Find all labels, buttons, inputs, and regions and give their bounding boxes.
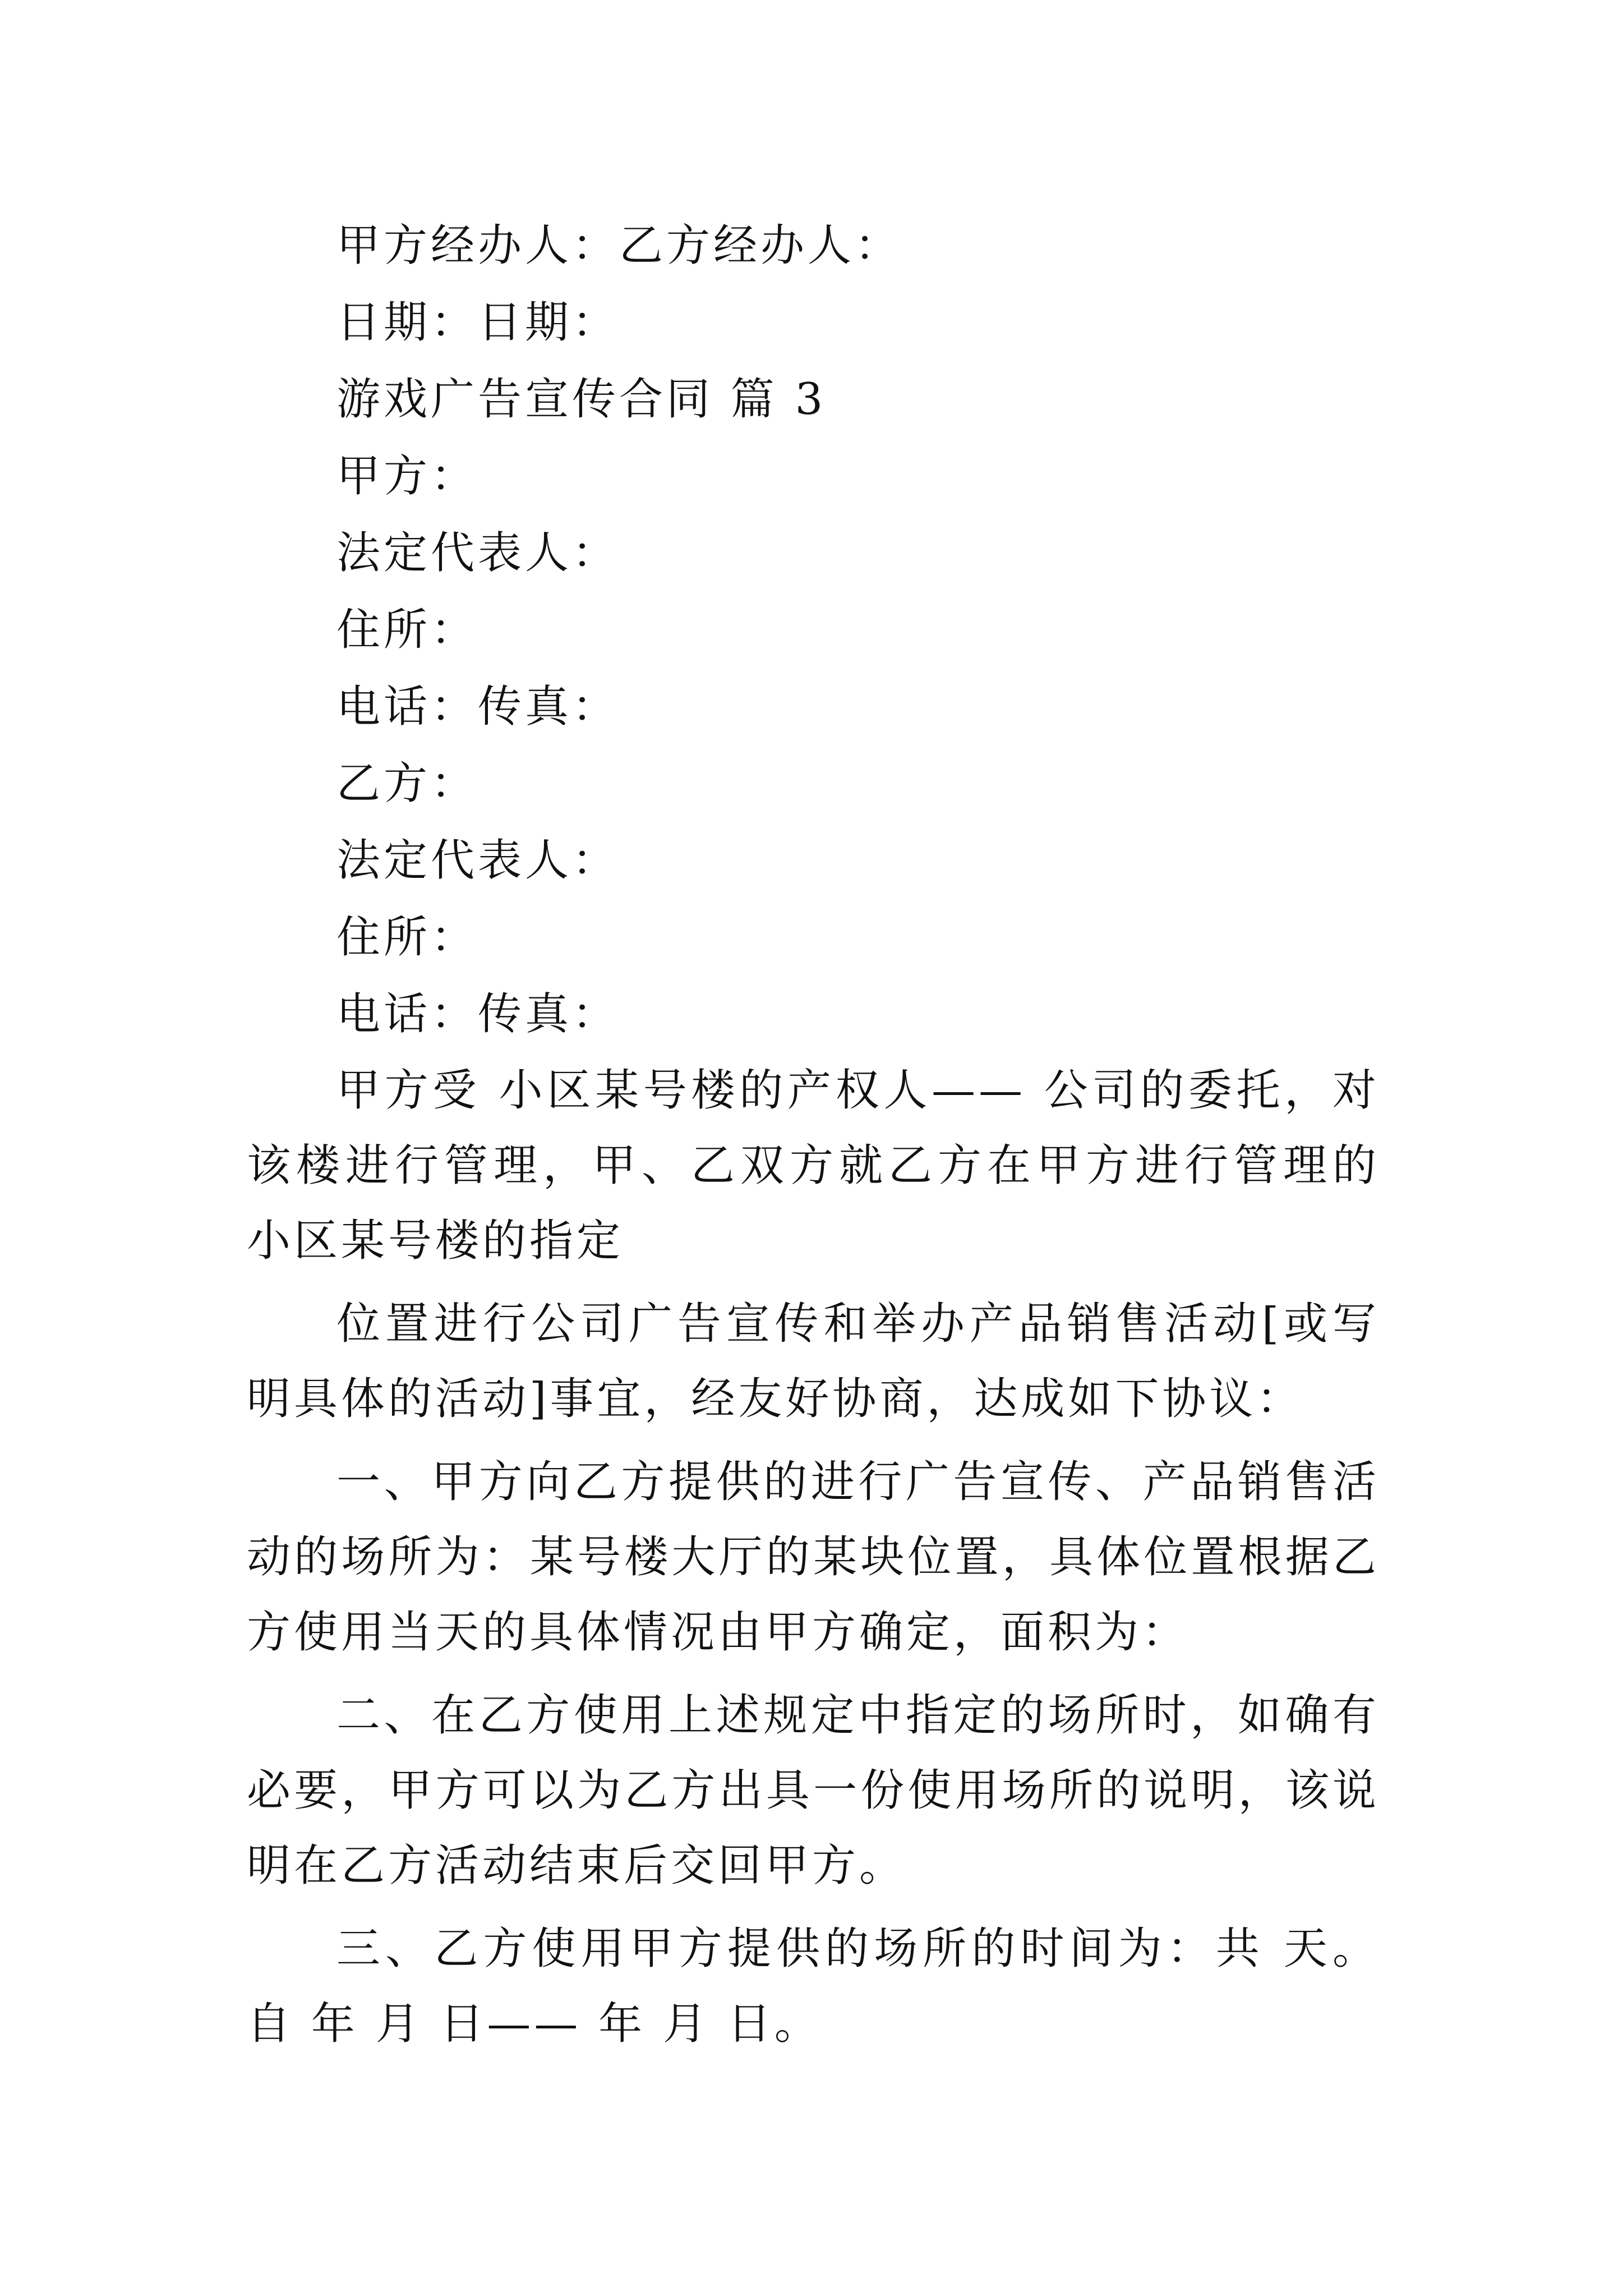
party-a-address-label: 住所： — [336, 605, 478, 655]
paragraph-clause-3: 三、乙方使用甲方提供的场所的时间为：共 天。自 年 月 日—— 年 月 日。 — [247, 1924, 1380, 2049]
paragraph-clause-2: 二、在乙方使用上述规定中指定的场所时，如确有必要，甲方可以为乙方出具一份使用场所的说明，该说明在乙方活动结束后交回甲方。 — [247, 1690, 1380, 1891]
party-b-name-label: 乙方： — [336, 758, 478, 809]
paragraph-clause-1: 一、甲方向乙方提供的进行广告宣传、产品销售活动的场所为：某号楼大厅的某块位置，具体位置根据乙方使用当天的具体情况由甲方确定，面积为： — [247, 1457, 1380, 1658]
document-body — [247, 208, 1380, 2062]
party-a-representative-label: 法定代表人： — [336, 528, 620, 578]
date-line: 日期：日期： — [336, 297, 620, 348]
paragraph-purpose: 位置进行公司广告宣传和举办产品销售活动[或写明具体的活动]事宜，经友好协商，达成如下协议： — [247, 1299, 1380, 1424]
party-b-address-label: 住所： — [336, 912, 478, 963]
signatory-line: 甲方经办人：乙方经办人： — [336, 220, 902, 271]
party-a-name-label: 甲方： — [336, 451, 478, 501]
party-b-phone-fax-label: 电话：传真： — [336, 989, 620, 1039]
paragraph-preamble: 甲方受 小区某号楼的产权人—— 公司的委托，对该楼进行管理，甲、乙双方就乙方在甲方进行管理的 小区某号楼的指定 — [247, 1065, 1380, 1266]
section-title: 游戏广告宣传合同 篇 3 — [336, 374, 827, 425]
party-b-representative-label: 法定代表人： — [336, 835, 620, 886]
party-a-phone-fax-label: 电话：传真： — [336, 682, 620, 732]
